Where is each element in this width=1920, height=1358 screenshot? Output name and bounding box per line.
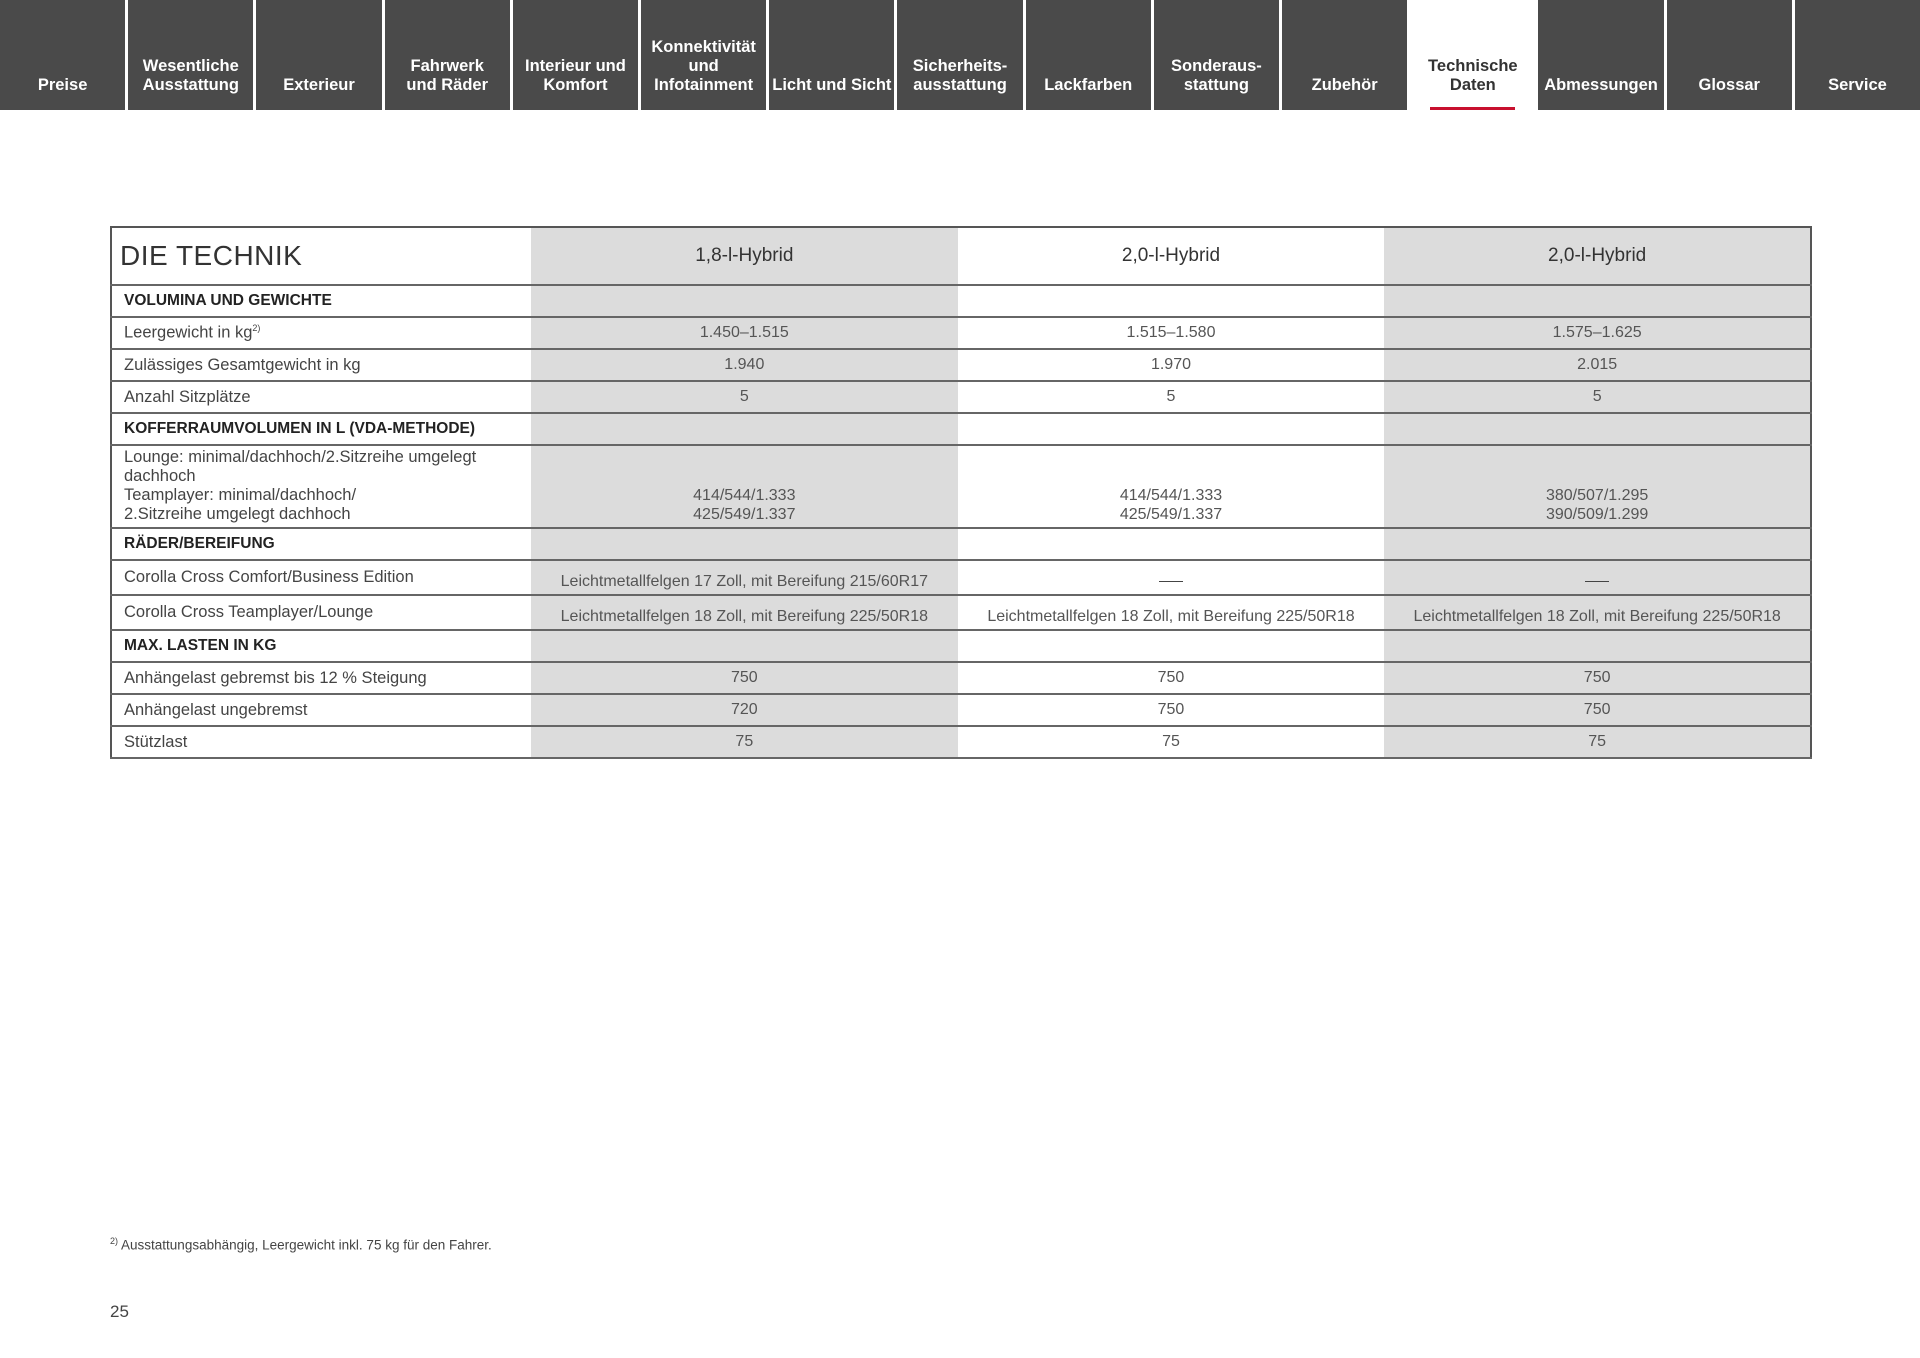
section-heading: VOLUMINA UND GEWICHTE	[111, 285, 531, 317]
table-row	[111, 694, 1811, 726]
table-title: DIE TECHNIK	[111, 227, 531, 285]
table-row	[111, 349, 1811, 381]
tab-sicherheitsausstattung[interactable]: Sicherheits- ausstattung	[897, 0, 1022, 110]
value-cell: 5	[958, 381, 1385, 413]
value-cell: 414/544/1.333 425/549/1.337	[531, 445, 958, 528]
section-heading: MAX. LASTEN IN KG	[111, 630, 531, 662]
table-row	[111, 662, 1811, 694]
value-cell: 2.015	[1384, 349, 1811, 381]
table-row	[111, 726, 1811, 758]
value-cell: 75	[531, 726, 958, 758]
row-label: Lounge: minimal/dachhoch/2.Sitzreihe umgelegt dachhoch Teamplayer: minimal/dachhoch/ 2.Sitzreihe umgelegt dachhoch	[111, 445, 531, 528]
section-heading-row	[111, 630, 1811, 662]
value-cell: 1.450–1.515	[531, 317, 958, 349]
dash-icon	[1159, 581, 1183, 582]
row-label	[111, 317, 531, 349]
section-heading-row	[111, 413, 1811, 445]
section-heading-row	[111, 528, 1811, 560]
tab-interieur-und-komfort[interactable]: Interieur und Komfort	[513, 0, 638, 110]
empty-cell	[1384, 413, 1811, 445]
table-header-row	[111, 227, 1811, 285]
technical-data-table	[110, 226, 1812, 759]
row-label: Corolla Cross Comfort/Business Edition	[111, 560, 531, 595]
tab-sonderausstattung[interactable]: Sonderaus- stattung	[1154, 0, 1279, 110]
top-navigation	[0, 0, 1920, 110]
tab-technische-daten[interactable]: Technische Daten	[1410, 0, 1535, 110]
row-label: Stützlast	[111, 726, 531, 758]
tab-preise[interactable]: Preise	[0, 0, 125, 110]
section-heading-row	[111, 285, 1811, 317]
footnote-marker: 2)	[252, 323, 261, 334]
value-cell: Leichtmetallfelgen 17 Zoll, mit Bereifung 215/60R17	[531, 560, 958, 595]
row-label: Anhängelast gebremst bis 12 % Steigung	[111, 662, 531, 694]
value-cell: 75	[1384, 726, 1811, 758]
page-number: 25	[110, 1302, 129, 1321]
empty-cell	[1384, 630, 1811, 662]
section-heading: KOFFERRAUMVOLUMEN IN L (VDA-METHODE)	[111, 413, 531, 445]
value-cell: 1.575–1.625	[1384, 317, 1811, 349]
value-cell: 720	[531, 694, 958, 726]
value-cell: 750	[531, 662, 958, 694]
tab-lackfarben[interactable]: Lackfarben	[1026, 0, 1151, 110]
footnote	[110, 1236, 492, 1253]
column-header: 2,0-l-Hybrid	[1384, 227, 1811, 285]
empty-cell	[531, 285, 958, 317]
table-row	[111, 560, 1811, 595]
column-header: 1,8-l-Hybrid	[531, 227, 958, 285]
value-cell: Leichtmetallfelgen 18 Zoll, mit Bereifung 225/50R18	[531, 595, 958, 630]
value-cell-not-available	[1384, 560, 1811, 595]
tab-service[interactable]: Service	[1795, 0, 1920, 110]
tab-abmessungen[interactable]: Abmessungen	[1538, 0, 1663, 110]
section-heading: RÄDER/BEREIFUNG	[111, 528, 531, 560]
value-cell-not-available	[958, 560, 1385, 595]
table-row	[111, 595, 1811, 630]
row-label-text: Leergewicht in kg	[124, 323, 253, 342]
empty-cell	[1384, 285, 1811, 317]
value-cell: 750	[958, 662, 1385, 694]
tab-fahrwerk-und-raeder[interactable]: Fahrwerk und Räder	[385, 0, 510, 110]
tab-licht-und-sicht[interactable]: Licht und Sicht	[769, 0, 894, 110]
empty-cell	[958, 285, 1385, 317]
empty-cell	[531, 630, 958, 662]
value-cell: 750	[1384, 662, 1811, 694]
value-cell: 75	[958, 726, 1385, 758]
table-row	[111, 317, 1811, 349]
dash-icon	[1585, 581, 1609, 582]
row-label: Corolla Cross Teamplayer/Lounge	[111, 595, 531, 630]
footnote-text: Ausstattungsabhängig, Leergewicht inkl. 75 kg für den Fahrer.	[121, 1237, 492, 1253]
table-row	[111, 381, 1811, 413]
tab-konnektivitaet[interactable]: Konnektivität und Infotainment	[641, 0, 766, 110]
tab-glossar[interactable]: Glossar	[1667, 0, 1792, 110]
empty-cell	[531, 413, 958, 445]
empty-cell	[958, 528, 1385, 560]
table-row	[111, 445, 1811, 528]
empty-cell	[1384, 528, 1811, 560]
empty-cell	[958, 630, 1385, 662]
tab-exterieur[interactable]: Exterieur	[256, 0, 381, 110]
row-label: Zulässiges Gesamtgewicht in kg	[111, 349, 531, 381]
value-cell: 5	[1384, 381, 1811, 413]
empty-cell	[531, 528, 958, 560]
row-label: Anhängelast ungebremst	[111, 694, 531, 726]
value-cell: 750	[1384, 694, 1811, 726]
value-cell: 414/544/1.333 425/549/1.337	[958, 445, 1385, 528]
value-cell: 750	[958, 694, 1385, 726]
tab-wesentliche-ausstattung[interactable]: Wesentliche Ausstattung	[128, 0, 253, 110]
value-cell: 5	[531, 381, 958, 413]
footnote-marker: 2)	[110, 1236, 119, 1246]
value-cell: Leichtmetallfelgen 18 Zoll, mit Bereifung 225/50R18	[958, 595, 1385, 630]
value-cell: Leichtmetallfelgen 18 Zoll, mit Bereifung 225/50R18	[1384, 595, 1811, 630]
value-cell: 380/507/1.295 390/509/1.299	[1384, 445, 1811, 528]
value-cell: 1.970	[958, 349, 1385, 381]
row-label: Anzahl Sitzplätze	[111, 381, 531, 413]
column-header: 2,0-l-Hybrid	[958, 227, 1385, 285]
tab-zubehoer[interactable]: Zubehör	[1282, 0, 1407, 110]
value-cell: 1.940	[531, 349, 958, 381]
empty-cell	[958, 413, 1385, 445]
value-cell: 1.515–1.580	[958, 317, 1385, 349]
